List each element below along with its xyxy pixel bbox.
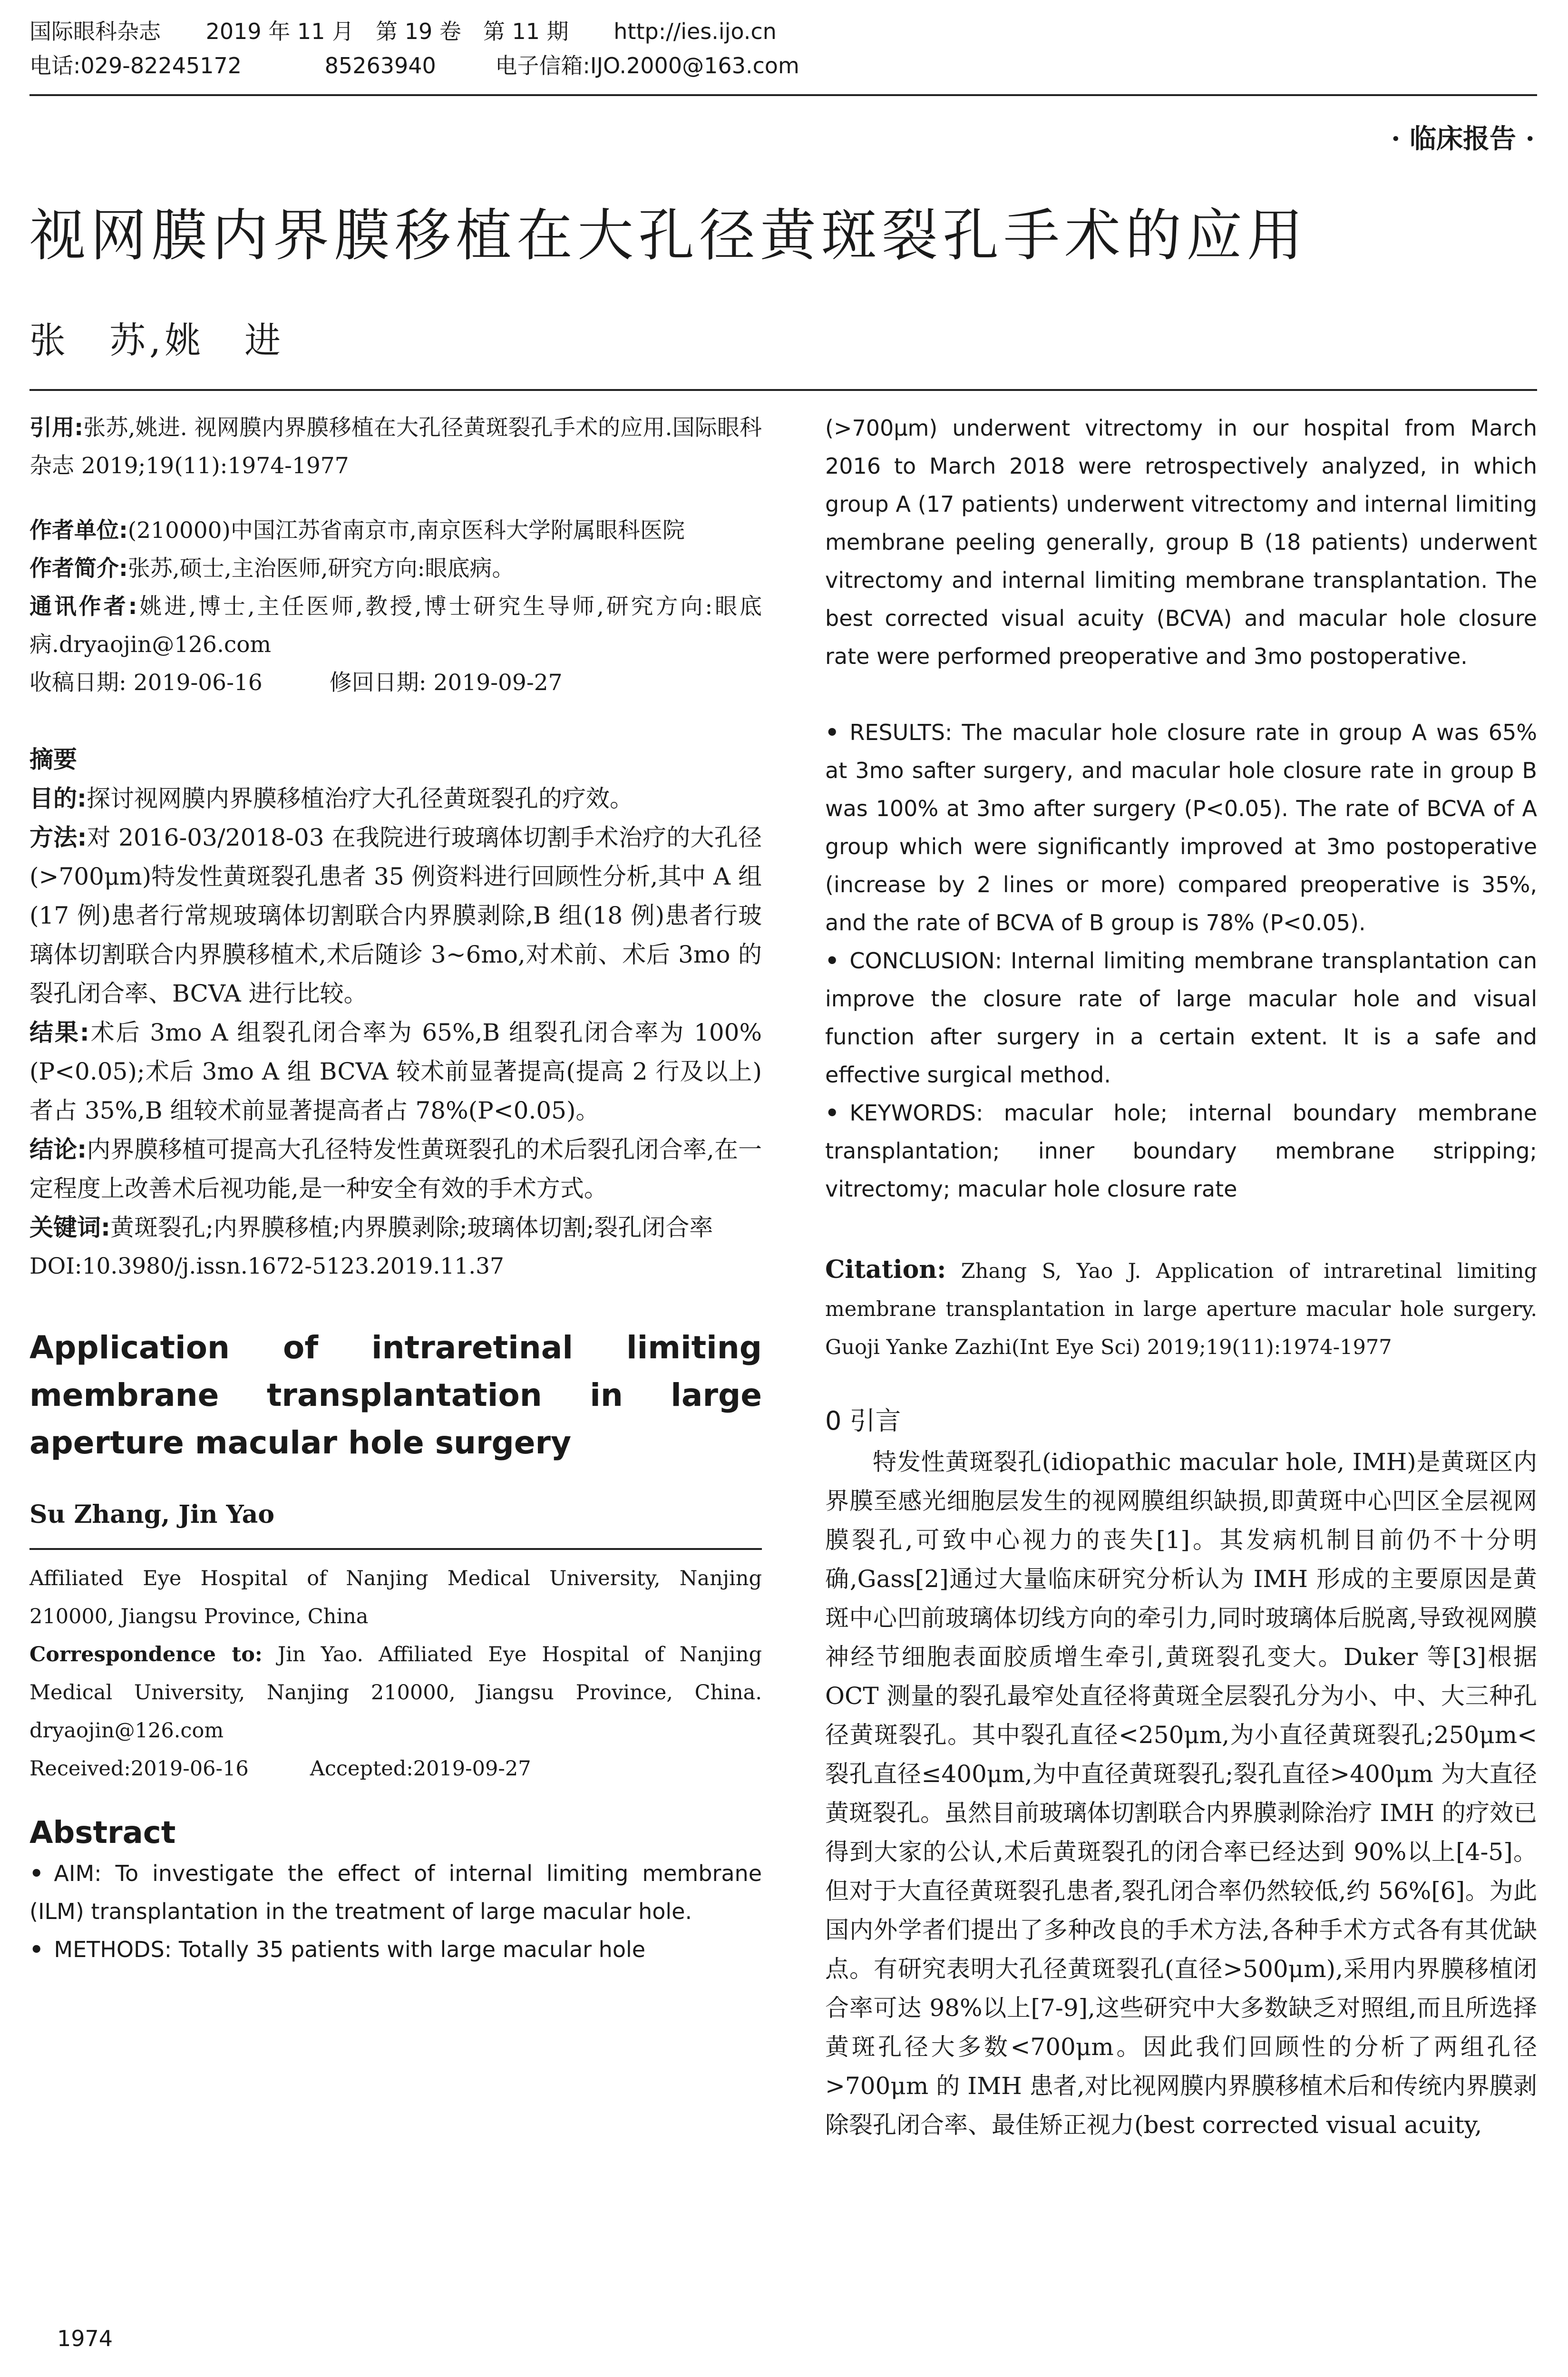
- en-keywords-label: KEYWORDS:: [849, 1100, 984, 1126]
- abstract-cn-methods: [29, 818, 762, 1013]
- english-received: Received:2019-06-16 Accepted:2019-09-27: [29, 1757, 531, 1781]
- page-number: 1974: [57, 2326, 113, 2351]
- en-methods-text: Totally 35 patients with large macular hole: [178, 1937, 646, 1962]
- authors-cn: 张 苏,姚 进: [29, 319, 285, 361]
- doi[interactable]: DOI:10.3980/j.issn.1672-5123.2019.11.37: [29, 1253, 504, 1279]
- results-label: 结果:: [29, 1019, 89, 1046]
- english-title: Application of intraretinal limiting membrane transplantation in large aperture macular hole surgery: [29, 1329, 762, 1461]
- bullet-icon: •: [825, 948, 839, 974]
- section-tag: · 临床报告 ·: [1391, 123, 1535, 155]
- intro-heading: 0 引言: [825, 1406, 901, 1436]
- phone-2: 85263940: [324, 53, 436, 78]
- abstract-en-conclusion: [825, 942, 1537, 1094]
- phone: 电话:029-82245172: [29, 53, 242, 78]
- author-unit: [29, 512, 762, 550]
- abstract-en-methods-start: [29, 1930, 762, 1968]
- en-results-text: The macular hole closure rate in group A was 65% at 3mo safter surgery, and macular hole closure rate in group B was 100% at 3mo after surgery (P<0.05). The rate of BCVA of A group which were significantly improved at 3mo postoperative (increase by 2 lines or more) compared preoperative is 35%, and the rate of BCVA of B group is 78% (P<0.05).: [825, 720, 1537, 935]
- intro-body: 特发性黄斑裂孔(idiopathic macular hole, IMH)是黄斑区内界膜至感光细胞层发生的视网膜组织缺损,即黄斑中心凹区全层视网膜裂孔,可致中心视力的丧失[1]。其发病机制目前仍不十分明确,Gass[2]通过大量临床研究分析认为 IMH 形成的主要原因是黄斑中心凹前玻璃体切线方向的牵引力,同时玻璃体后脱离,导致视网膜神经节细胞表面胶质增生牵引,黄斑裂孔变大。Duker 等[3]根据 OCT 测量的裂孔最窄处直径将黄斑全层裂孔分为小、中、大三种孔径黄斑裂孔。其中裂孔直径<250μm,为小直径黄斑裂孔;250μm<裂孔直径≤400μm,为中直径黄斑裂孔;裂孔直径>400μm 为大直径黄斑裂孔。虽然目前玻璃体切割联合内界膜剥除治疗 IMH 的疗效已得到大家的公认,术后黄斑裂孔的闭合率已经达到 90%以上[4-5]。但对于大直径黄斑裂孔患者,裂孔闭合率仍然较低,约 56%[6]。为此国内外学者们提出了多种改良的手术方法,各种手术方式各有其优缺点。有研究表明大孔径黄斑裂孔(直径>500μm),采用内界膜移植闭合率可达 98%以上[7-9],这些研究中大多数缺乏对照组,而且所选择黄斑孔径大多数<700μm。因此我们回顾性的分析了两组孔径>700μm 的 IMH 患者,对比视网膜内界膜移植术后和传统内界膜剥除裂孔闭合率、最佳矫正视力(best corrected visual acuity,: [825, 1448, 1537, 2139]
- author-unit-label: 作者单位:: [29, 517, 128, 544]
- running-header: [29, 14, 1537, 83]
- abstract-cn-results: [29, 1013, 762, 1130]
- en-aim-text: To investigate the effect of internal limiting membrane (ILM) transplantation in the treatment of large macular hole.: [29, 1861, 762, 1924]
- results-text: 术后 3mo A 组裂孔闭合率为 65%,B 组裂孔闭合率为 100%(P<0.05);术后 3mo A 组 BCVA 较术前显著提高(提高 2 行及以上)者占 35%,B 组较术前显著提高者占 78%(P<0.05)。: [29, 1019, 762, 1124]
- corresponding-author: [29, 588, 762, 664]
- bullet-icon: •: [825, 1100, 839, 1126]
- abstract-cn-conclusion: [29, 1130, 762, 1208]
- left-column: [29, 409, 762, 1968]
- english-citation-label: Citation:: [825, 1255, 946, 1284]
- methods-label: 方法:: [29, 824, 87, 851]
- citation-cn-label: 引用:: [29, 415, 84, 441]
- corresponding-author-label: 通讯作者:: [29, 594, 137, 620]
- bullet-icon: •: [29, 1861, 44, 1886]
- corresponding-author-text: 姚进,博士,主任医师,教授,博士研究生导师,研究方向:眼底病.dryaojin@126.com: [29, 594, 762, 658]
- en-keywords-text: macular hole; internal boundary membrane transplantation; inner boundary membrane stripping; vitrectomy; macular hole closure rate: [825, 1100, 1537, 1202]
- received-dates-cn: 收稿日期: 2019-06-16 修回日期: 2019-09-27: [29, 670, 563, 696]
- journal-name: 国际眼科杂志: [29, 19, 161, 44]
- en-methods-label: METHODS:: [54, 1937, 172, 1962]
- conclusion-label: 结论:: [29, 1136, 87, 1163]
- en-aim-label: AIM:: [54, 1861, 102, 1886]
- paper-title: 视网膜内界膜移植在大孔径黄斑裂孔手术的应用: [29, 203, 1308, 268]
- english-citation: [825, 1251, 1537, 1366]
- author-unit-text: (210000)中国江苏省南京市,南京医科大学附属眼科医院: [127, 517, 685, 544]
- citation-cn-text: 张苏,姚进. 视网膜内界膜移植在大孔径黄斑裂孔手术的应用.国际眼科杂志 2019;19(11):1974-1977: [29, 415, 762, 479]
- english-authors: Su Zhang, Jin Yao: [29, 1500, 275, 1529]
- methods-text: 对 2016-03/2018-03 在我院进行玻璃体切割手术治疗的大孔径(>700μm)特发性黄斑裂孔患者 35 例资料进行回顾性分析,其中 A 组(17 例)患者行常规玻璃体切割联合内界膜剥除,B 组(18 例)患者行玻璃体切割联合内界膜移植术,术后随诊 3~6mo,对术前、术后 3mo 的裂孔闭合率、BCVA 进行比较。: [29, 824, 762, 1007]
- english-authors-rule: [29, 1548, 762, 1550]
- author-bio: [29, 550, 762, 588]
- abstract-en-results: [825, 713, 1537, 942]
- abstract-en-heading: Abstract: [29, 1815, 176, 1851]
- aim-text: 探讨视网膜内界膜移植治疗大孔径黄斑裂孔的疗效。: [87, 785, 633, 812]
- abstract-cn-keywords: [29, 1208, 762, 1247]
- bullet-icon: •: [825, 720, 839, 745]
- conclusion-text: 内界膜移植可提高大孔径特发性黄斑裂孔的术后裂孔闭合率,在一定程度上改善术后视功能,是一种安全有效的手术方式。: [29, 1136, 762, 1202]
- journal-email[interactable]: 电子信箱:IJO.2000@163.com: [495, 53, 799, 78]
- keywords-label: 关键词:: [29, 1214, 110, 1241]
- en-results-label: RESULTS:: [849, 720, 953, 745]
- aim-label: 目的:: [29, 785, 87, 812]
- en-conclusion-text: Internal limiting membrane transplantation can improve the closure rate of large macular hole and visual function after surgery in a certain extent. It is a safe and effective surgical method.: [825, 948, 1538, 1088]
- citation-cn: [29, 409, 762, 485]
- journal-url[interactable]: http://ies.ijo.cn: [614, 19, 777, 44]
- en-conclusion-label: CONCLUSION:: [849, 948, 1003, 974]
- bullet-icon: •: [29, 1937, 44, 1962]
- abstract-en-keywords: [825, 1094, 1537, 1208]
- english-corr-text: Jin Yao. Affiliated Eye Hospital of Nanjing Medical University, Nanjing 210000, Jiangsu Province, China. dryaojin@126.com: [29, 1643, 762, 1743]
- author-bio-text: 张苏,硕士,主治医师,研究方向:眼底病。: [127, 555, 515, 582]
- abstract-cn-aim: [29, 779, 762, 818]
- abstract-cn-heading: 摘要: [29, 746, 77, 773]
- english-correspondence: [29, 1636, 762, 1750]
- right-column: [825, 409, 1537, 2260]
- author-bio-label: 作者简介:: [29, 555, 128, 582]
- title-rule: [29, 389, 1537, 391]
- header-rule: [29, 94, 1537, 96]
- issue-info: 2019 年 11 月 第 19 卷 第 11 期: [205, 19, 569, 44]
- keywords-text: 黄斑裂孔;内界膜移植;内界膜剥除;玻璃体切割;裂孔闭合率: [110, 1214, 713, 1241]
- english-affiliation: Affiliated Eye Hospital of Nanjing Medical University, Nanjing 210000, Jiangsu Province, China: [29, 1567, 762, 1628]
- english-citation-text: Zhang S, Yao J. Application of intraretinal limiting membrane transplantation in large aperture macular hole surgery. Guoji Yanke Zazhi(Int Eye Sci) 2019;19(11):1974-1977: [825, 1259, 1538, 1359]
- abstract-en-aim: [29, 1854, 762, 1930]
- english-corr-label: Correspondence to:: [29, 1643, 263, 1666]
- abstract-en-methods-cont: [825, 409, 1537, 713]
- en-methods-text-cont: (>700μm) underwent vitrectomy in our hospital from March 2016 to March 2018 were retrospectively analyzed, in which group A (17 patients) underwent vitrectomy and internal limiting membrane peeling generally, group B (18 patients) underwent vitrectomy and internal limiting membrane transplantation. The best corrected visual acuity (BCVA) and macular hole closure rate were performed preoperative and 3mo postoperative.: [825, 415, 1537, 669]
